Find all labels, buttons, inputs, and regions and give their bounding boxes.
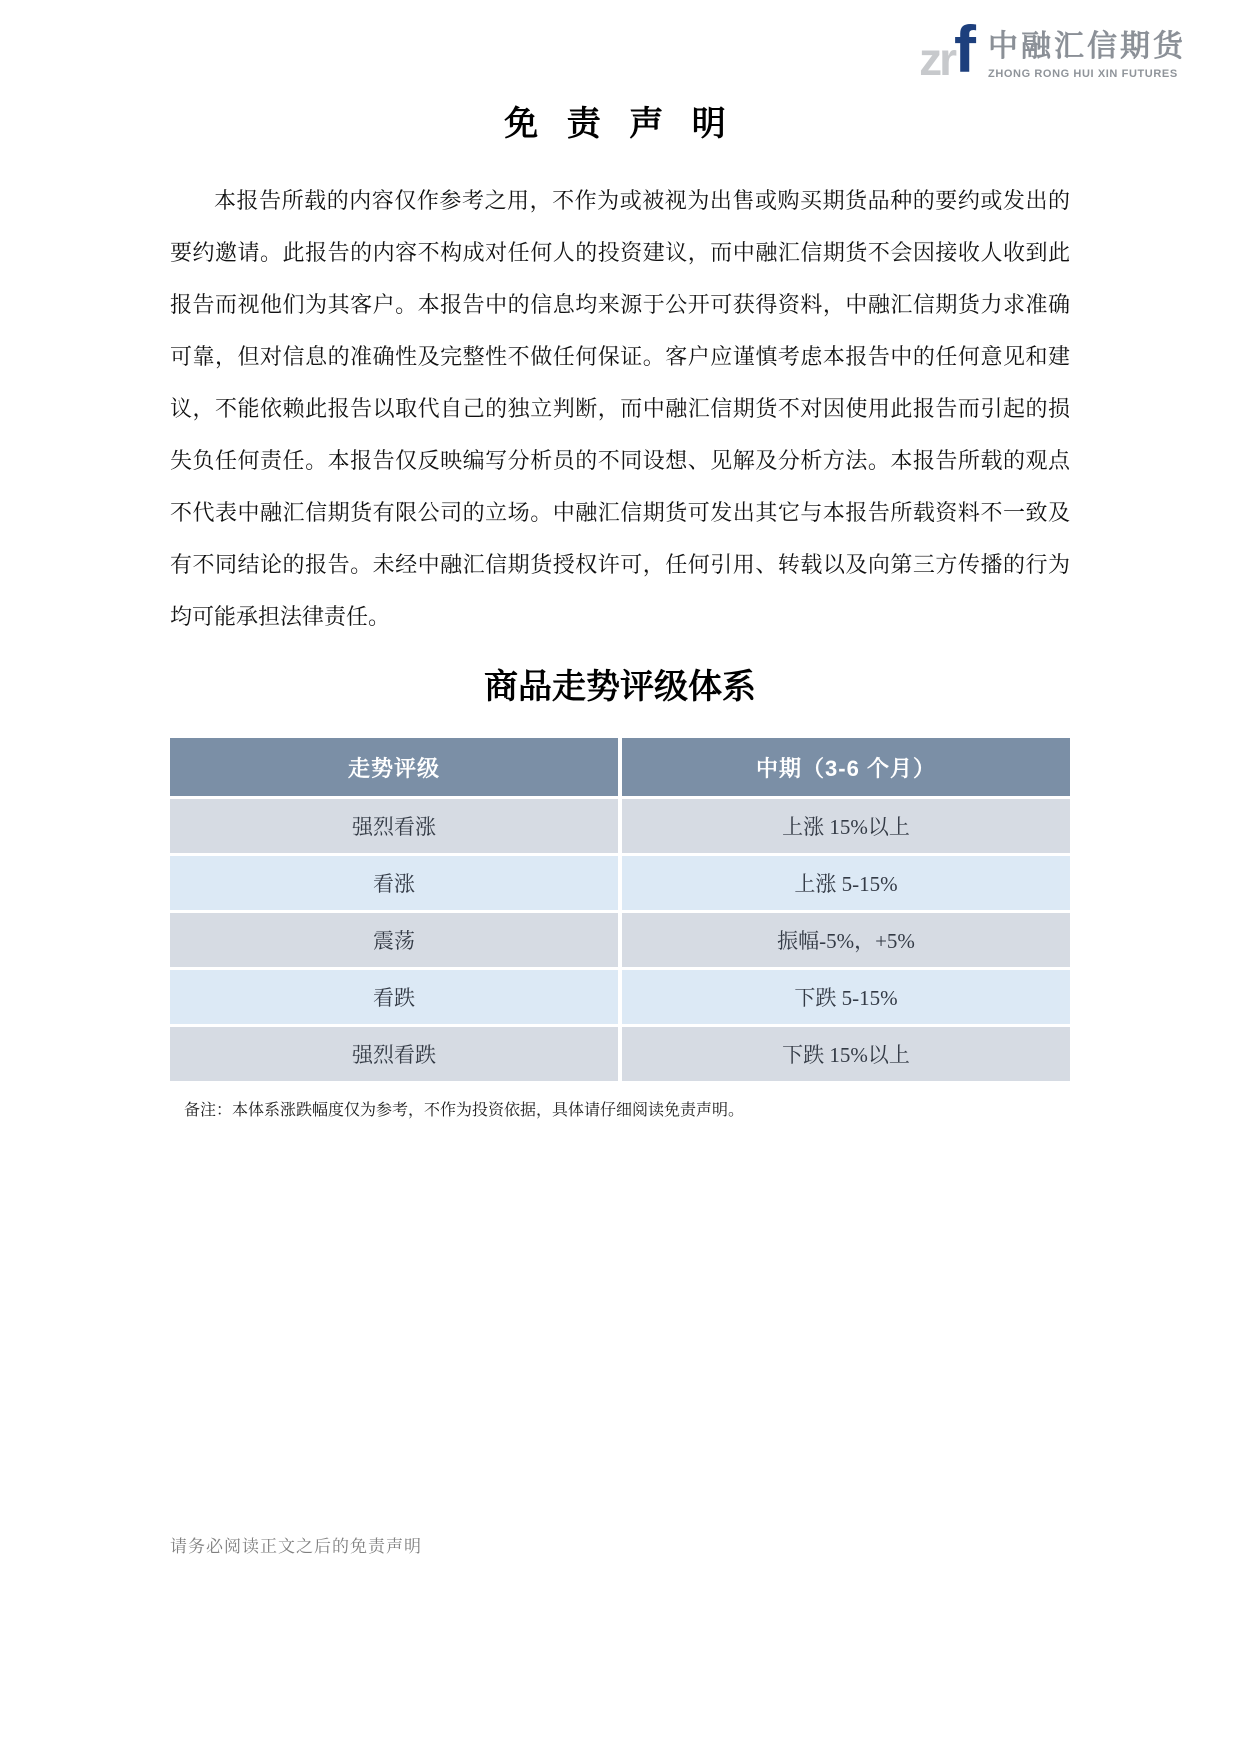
table-row xyxy=(170,970,1070,1024)
logo-wordmark xyxy=(988,32,1186,80)
rating-cell: 看涨 xyxy=(170,856,618,910)
logo-zrf-icon xyxy=(919,12,976,86)
rating-cell: 强烈看跌 xyxy=(170,1027,618,1081)
table-row xyxy=(170,856,1070,910)
disclaimer-paragraph: 本报告所载的内容仅作参考之用，不作为或被视为出售或购买期货品种的要约或发出的要约邀请。此报告的内容不构成对任何人的投资建议，而中融汇信期货不会因接收人收到此报告而视他们为其客户。本报告中的信息均来源于公开可获得资料，中融汇信期货力求准确可靠，但对信息的准确性及完整性不做任何保证。客户应谨慎考虑本报告中的任何意见和建议，不能依赖此报告以取代自己的独立判断，而中融汇信期货不对因使用此报告而引起的损失负任何责任。本报告仅反映编写分析员的不同设想、见解及分析方法。本报告所载的观点不代表中融汇信期货有限公司的立场。中融汇信期货可发出其它与本报告所载资料不一致及有不同结论的报告。未经中融汇信期货授权许可，任何引用、转载以及向第三方传播的行为均可能承担法律责任。 xyxy=(170,188,1070,629)
table-row xyxy=(170,913,1070,967)
header-cell-midterm: 中期（3-6 个月） xyxy=(622,738,1070,796)
disclaimer-title: 免 责 声 明 xyxy=(504,106,736,143)
header-cell-rating: 走势评级 xyxy=(170,738,618,796)
rating-table-note: 备注：本体系涨跌幅度仅为参考，不作为投资依据，具体请仔细阅读免责声明。 xyxy=(184,1102,745,1119)
logo-zr-letters: zr xyxy=(919,33,955,85)
company-logo xyxy=(919,12,1186,86)
rating-cell: 强烈看涨 xyxy=(170,799,618,853)
company-name-cn: 中融汇信期货 xyxy=(988,30,1186,63)
page-footer-disclaimer: 请务必阅读正文之后的免责声明 xyxy=(170,1537,422,1556)
rating-cell: 震荡 xyxy=(170,913,618,967)
rating-system-title: 商品走势评级体系 xyxy=(484,669,756,706)
logo-f-letter: f xyxy=(954,12,976,86)
range-cell: 振幅-5%，+5% xyxy=(622,913,1070,967)
range-cell: 上涨 15%以上 xyxy=(622,799,1070,853)
company-name-en: ZHONG RONG HUI XIN FUTURES xyxy=(988,68,1178,80)
table-row xyxy=(170,1027,1070,1081)
page-content xyxy=(170,0,1070,1120)
rating-table xyxy=(170,738,1070,1081)
range-cell: 上涨 5-15% xyxy=(622,856,1070,910)
rating-table-header-row xyxy=(170,738,1070,796)
range-cell: 下跌 5-15% xyxy=(622,970,1070,1024)
range-cell: 下跌 15%以上 xyxy=(622,1027,1070,1081)
rating-cell: 看跌 xyxy=(170,970,618,1024)
table-row xyxy=(170,799,1070,853)
